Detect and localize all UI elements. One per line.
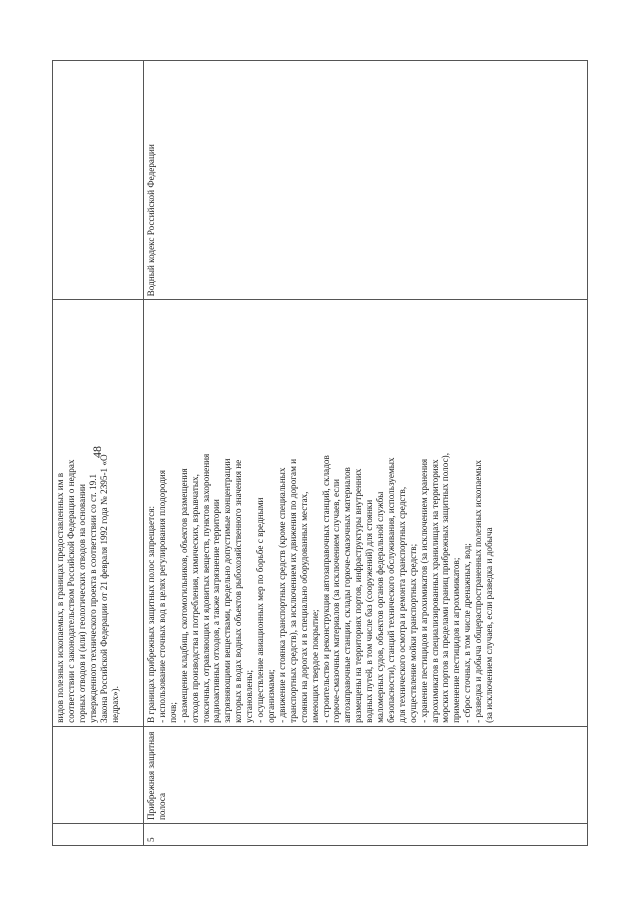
text-line: - размещение кладбищ, скотомогильников, объектов размещения: [178, 467, 189, 723]
legal-basis-cell: [53, 60, 144, 299]
text-line: - хранение пестицидов и агрохимикатов (за исключением хранения: [418, 458, 429, 723]
table-row: [53, 60, 144, 845]
text-line: горюче-смазочных материалов (за исключением случаев, если: [331, 478, 342, 723]
text-line: токсичных, отравляющих и ядовитых веществ, пунктов захоронения: [200, 453, 211, 723]
rotated-table-container: [52, 60, 588, 846]
text-line: утвержденного технического проекта в соответствии со ст. 19.1: [87, 473, 98, 723]
text-line: которых в водах водных объектов рыбохозяйственного значения не: [233, 459, 244, 723]
text-line: - осуществление авиационных мер по борьбе с вредными: [255, 497, 266, 723]
text-line: маломерных судов, объектов органов федеральной службы: [375, 491, 386, 723]
restrictions-cell: [53, 299, 144, 726]
row-number-cell: 5: [144, 823, 588, 845]
text-line: имеющих твердое покрытие;: [309, 608, 320, 723]
text-line: безопасности), станций технического обслуживания, используемых: [385, 456, 396, 723]
text-line: морских портов за пределами границ прибрежных защитных полос),: [440, 452, 451, 723]
text-line: Закона Российской Федерации от 21 февраля 1992 года № 2395-1 «О: [98, 453, 109, 723]
row-number-cell: [53, 823, 144, 845]
text-line: (за исключением случаев, если разведка и добыча: [484, 526, 495, 723]
text-line: недрах»).: [109, 685, 120, 723]
text-line: установлены;: [244, 669, 255, 723]
legal-basis-cell: Водный кодекс Российской Федерации: [144, 60, 588, 299]
zone-name-cell: Прибрежная защитная полоса: [144, 726, 588, 823]
text-line: - строительство и реконструкция автозаправочных станций, складов: [320, 454, 331, 723]
text-line: радиоактивных отходов, а также загрязнение территории: [211, 498, 222, 723]
text-line: В границах прибрежных защитных полос запрещается:: [146, 505, 156, 723]
regulations-table: [52, 60, 588, 846]
text-line: загрязняющими веществами, предельно допустимые концентрации: [222, 458, 233, 723]
text-line: - использование сточных вод в целях регулирования плодородия: [156, 469, 167, 723]
text-line: - сброс сточных, в том числе дренажных, вод;: [462, 542, 473, 723]
text-line: - разведка и добыча общераспространенных полезных ископаемых: [473, 459, 484, 723]
text-line: применение пестицидов и агрохимикатов;: [451, 557, 462, 723]
text-line: размещены на территориях портов, инфраструктуры внутренних: [353, 468, 364, 723]
text-line: горных отводов и (или) геологических отводов на основании: [76, 483, 87, 723]
text-line: организмами;: [265, 668, 276, 723]
text-line: для технического осмотра и ремонта транспортных средств,: [396, 486, 407, 723]
zone-name-cell: [53, 726, 144, 823]
text-line: отходов производства и потребления, химических, взрывчатых,: [189, 473, 200, 723]
text-line: почв;: [167, 701, 178, 723]
text-line: осуществление мойки транспортных средств;: [407, 543, 418, 723]
page-number: 48: [90, 446, 104, 458]
text-line: - движение и стоянка транспортных средств (кроме специальных: [276, 467, 287, 723]
text-line: агрохимикатов в специализированных хранилищах на территориях: [429, 458, 440, 723]
restrictions-cell: [144, 299, 588, 726]
table-row: [144, 60, 588, 845]
text-line: стоянки на дорогах и в специально оборудованных местах,: [298, 491, 309, 723]
text-line: соответствии с законодательством Российской Федерации о недрах: [65, 459, 76, 723]
text-line: транспортных средств), за исключением их движения по дорогам и: [287, 458, 298, 723]
text-line: водных путей, в том числе баз (сооружений) для стоянки: [364, 499, 375, 723]
text-line: автозаправочные станции, склады горюче-смазочных материалов: [342, 466, 353, 723]
text-line: видов полезных ископаемых, в границах предоставленных им в: [55, 472, 65, 723]
